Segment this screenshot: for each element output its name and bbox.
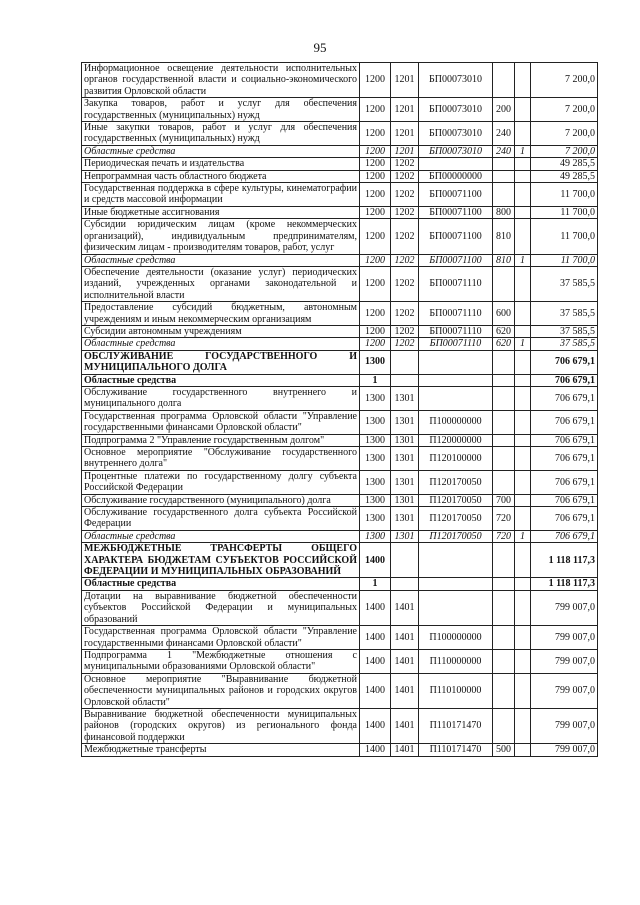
row-source-cell (515, 325, 531, 337)
row-expense-type-cell (493, 626, 515, 650)
row-target-code-cell: П110171470 (419, 708, 493, 743)
row-expense-type-cell: 810 (493, 219, 515, 254)
row-target-code-cell: БП00071110 (419, 266, 493, 301)
row-subsection-cell: 1401 (391, 744, 419, 756)
row-name-cell: Процентные платежи по государственному долгу субъекта Российской Федерации (82, 470, 360, 494)
table-row (82, 63, 598, 98)
table-row (82, 708, 598, 743)
row-expense-type-cell (493, 578, 515, 590)
row-subsection-cell: 1401 (391, 649, 419, 673)
row-section-cell: 1300 (360, 410, 391, 434)
row-amount-cell: 49 285,5 (531, 158, 598, 170)
row-expense-type-cell (493, 410, 515, 434)
row-source-cell (515, 350, 531, 374)
table-row (82, 590, 598, 625)
row-source-cell (515, 183, 531, 207)
row-source-cell (515, 494, 531, 506)
row-name-cell: Иные закупки товаров, работ и услуг для обеспечения государственных (муниципальных) нужд (82, 122, 360, 146)
row-amount-cell: 706 679,1 (531, 386, 598, 410)
row-target-code-cell: БП00073010 (419, 98, 493, 122)
row-amount-cell: 11 700,0 (531, 254, 598, 266)
row-source-cell: 1 (515, 254, 531, 266)
row-amount-cell: 706 679,1 (531, 410, 598, 434)
table-row (82, 158, 598, 170)
table-row (82, 543, 598, 578)
row-name-cell: Субсидии юридическим лицам (кроме некоммерческих организаций), индивидуальным предпринимателям, физическим лицам - производителям товаров, работ, услуг (82, 219, 360, 254)
row-section-cell: 1200 (360, 170, 391, 182)
row-section-cell: 1200 (360, 219, 391, 254)
row-source-cell (515, 219, 531, 254)
row-source-cell (515, 122, 531, 146)
row-amount-cell: 49 285,5 (531, 170, 598, 182)
row-section-cell: 1200 (360, 98, 391, 122)
row-subsection-cell: 1301 (391, 410, 419, 434)
table-row (82, 219, 598, 254)
row-name-cell: ОБСЛУЖИВАНИЕ ГОСУДАРСТВЕННОГО И МУНИЦИПАЛЬНОГО ДОЛГА (82, 350, 360, 374)
row-amount-cell: 37 585,5 (531, 302, 598, 326)
row-name-cell: Подпрограмма 1 "Межбюджетные отношения с муниципальными образованиями Орловской области" (82, 649, 360, 673)
row-name-cell: Межбюджетные трансферты (82, 744, 360, 756)
row-amount-cell: 799 007,0 (531, 673, 598, 708)
row-expense-type-cell: 500 (493, 744, 515, 756)
row-section-cell: 1300 (360, 434, 391, 446)
row-section-cell: 1200 (360, 254, 391, 266)
row-target-code-cell: П110171470 (419, 744, 493, 756)
row-amount-cell: 706 679,1 (531, 447, 598, 471)
row-target-code-cell: П100000000 (419, 410, 493, 434)
row-source-cell (515, 470, 531, 494)
row-target-code-cell: П120170050 (419, 494, 493, 506)
table-row (82, 338, 598, 350)
row-section-cell: 1200 (360, 158, 391, 170)
table-row (82, 447, 598, 471)
row-subsection-cell: 1202 (391, 338, 419, 350)
row-subsection-cell: 1301 (391, 386, 419, 410)
row-section-cell: 1 (360, 374, 391, 386)
row-name-cell: Обслуживание государственного (муниципального) долга (82, 494, 360, 506)
row-name-cell: Обслуживание государственного долга субъекта Российской Федерации (82, 507, 360, 531)
row-section-cell: 1200 (360, 325, 391, 337)
row-target-code-cell (419, 374, 493, 386)
row-amount-cell: 799 007,0 (531, 708, 598, 743)
row-name-cell: Иные бюджетные ассигнования (82, 206, 360, 218)
row-name-cell: Основное мероприятие "Обслуживание государственного внутреннего долга" (82, 447, 360, 471)
row-subsection-cell: 1202 (391, 302, 419, 326)
row-source-cell (515, 434, 531, 446)
row-expense-type-cell (493, 63, 515, 98)
table-row (82, 325, 598, 337)
row-amount-cell: 706 679,1 (531, 530, 598, 542)
row-target-code-cell: БП00071100 (419, 206, 493, 218)
row-expense-type-cell (493, 266, 515, 301)
row-amount-cell: 1 118 117,3 (531, 543, 598, 578)
row-target-code-cell: П120000000 (419, 434, 493, 446)
row-amount-cell: 7 200,0 (531, 98, 598, 122)
row-source-cell (515, 590, 531, 625)
row-subsection-cell: 1202 (391, 325, 419, 337)
row-subsection-cell (391, 374, 419, 386)
row-section-cell: 1300 (360, 507, 391, 531)
row-source-cell (515, 302, 531, 326)
row-expense-type-cell (493, 183, 515, 207)
table-row (82, 530, 598, 542)
row-target-code-cell: БП00000000 (419, 170, 493, 182)
row-section-cell: 1300 (360, 447, 391, 471)
row-target-code-cell (419, 590, 493, 625)
row-subsection-cell: 1201 (391, 98, 419, 122)
row-amount-cell: 706 679,1 (531, 434, 598, 446)
row-section-cell: 1400 (360, 673, 391, 708)
row-subsection-cell: 1301 (391, 494, 419, 506)
table-row (82, 470, 598, 494)
row-expense-type-cell: 620 (493, 325, 515, 337)
row-amount-cell: 799 007,0 (531, 649, 598, 673)
row-source-cell (515, 708, 531, 743)
row-subsection-cell: 1201 (391, 145, 419, 157)
row-name-cell: Областные средства (82, 578, 360, 590)
table-row (82, 302, 598, 326)
row-source-cell (515, 374, 531, 386)
row-target-code-cell: БП00071100 (419, 254, 493, 266)
row-amount-cell: 37 585,5 (531, 325, 598, 337)
row-expense-type-cell: 700 (493, 494, 515, 506)
row-subsection-cell: 1301 (391, 447, 419, 471)
row-target-code-cell: П110100000 (419, 673, 493, 708)
row-target-code-cell: БП00071110 (419, 338, 493, 350)
row-source-cell (515, 744, 531, 756)
row-expense-type-cell (493, 386, 515, 410)
page-number: 95 (313, 40, 327, 55)
row-source-cell (515, 170, 531, 182)
row-subsection-cell: 1202 (391, 206, 419, 218)
row-expense-type-cell (493, 447, 515, 471)
row-amount-cell: 1 118 117,3 (531, 578, 598, 590)
table-row (82, 266, 598, 301)
row-target-code-cell: БП00073010 (419, 122, 493, 146)
row-source-cell (515, 98, 531, 122)
row-amount-cell: 37 585,5 (531, 266, 598, 301)
row-section-cell: 1400 (360, 590, 391, 625)
row-expense-type-cell (493, 374, 515, 386)
row-target-code-cell: П120170050 (419, 507, 493, 531)
row-source-cell: 1 (515, 338, 531, 350)
row-subsection-cell: 1202 (391, 219, 419, 254)
row-section-cell: 1400 (360, 649, 391, 673)
row-name-cell: Основное мероприятие "Выравнивание бюджетной обеспеченности муниципальных районов и городских округов Орловской области" (82, 673, 360, 708)
row-name-cell: Обеспечение деятельности (оказание услуг) периодических изданий, учрежденных органами законодательной и исполнительной власти (82, 266, 360, 301)
row-target-code-cell: БП00071100 (419, 183, 493, 207)
row-target-code-cell: П120170050 (419, 470, 493, 494)
row-expense-type-cell (493, 673, 515, 708)
table-row (82, 170, 598, 182)
row-subsection-cell: 1301 (391, 434, 419, 446)
row-amount-cell: 7 200,0 (531, 63, 598, 98)
row-section-cell: 1400 (360, 626, 391, 650)
row-name-cell: Государственная программа Орловской области "Управление государственными финансами Орловской области" (82, 410, 360, 434)
row-source-cell (515, 543, 531, 578)
row-source-cell (515, 673, 531, 708)
table-row (82, 410, 598, 434)
row-expense-type-cell: 600 (493, 302, 515, 326)
row-section-cell: 1200 (360, 302, 391, 326)
row-name-cell: Непрограммная часть областного бюджета (82, 170, 360, 182)
row-section-cell: 1300 (360, 470, 391, 494)
row-target-code-cell: П120100000 (419, 447, 493, 471)
row-section-cell: 1200 (360, 63, 391, 98)
row-name-cell: МЕЖБЮДЖЕТНЫЕ ТРАНСФЕРТЫ ОБЩЕГО ХАРАКТЕРА БЮДЖЕТАМ СУБЪЕКТОВ РОССИЙСКОЙ ФЕДЕРАЦИИ И МУНИЦИПАЛЬНЫХ ОБРАЗОВАНИЙ (82, 543, 360, 578)
row-expense-type-cell (493, 158, 515, 170)
row-target-code-cell: БП00073010 (419, 63, 493, 98)
row-source-cell (515, 649, 531, 673)
row-name-cell: Государственная поддержка в сфере культуры, кинематографии и средств массовой информации (82, 183, 360, 207)
table-row (82, 386, 598, 410)
row-target-code-cell: БП00071110 (419, 302, 493, 326)
row-target-code-cell: П120170050 (419, 530, 493, 542)
table-row (82, 350, 598, 374)
table-row (82, 507, 598, 531)
row-expense-type-cell: 620 (493, 338, 515, 350)
row-section-cell: 1300 (360, 494, 391, 506)
row-section-cell: 1200 (360, 122, 391, 146)
table-row (82, 649, 598, 673)
table-row (82, 206, 598, 218)
row-subsection-cell: 1401 (391, 626, 419, 650)
row-name-cell: Областные средства (82, 145, 360, 157)
row-source-cell: 1 (515, 145, 531, 157)
row-expense-type-cell (493, 649, 515, 673)
row-source-cell (515, 158, 531, 170)
row-target-code-cell (419, 350, 493, 374)
row-amount-cell: 706 679,1 (531, 350, 598, 374)
row-amount-cell: 11 700,0 (531, 206, 598, 218)
row-source-cell: 1 (515, 530, 531, 542)
row-amount-cell: 799 007,0 (531, 744, 598, 756)
row-subsection-cell (391, 543, 419, 578)
row-amount-cell: 706 679,1 (531, 494, 598, 506)
row-section-cell: 1400 (360, 543, 391, 578)
row-amount-cell: 11 700,0 (531, 183, 598, 207)
row-subsection-cell (391, 350, 419, 374)
row-subsection-cell: 1202 (391, 254, 419, 266)
row-section-cell: 1 (360, 578, 391, 590)
row-subsection-cell: 1202 (391, 170, 419, 182)
row-subsection-cell: 1202 (391, 266, 419, 301)
row-amount-cell: 799 007,0 (531, 590, 598, 625)
row-source-cell (515, 206, 531, 218)
row-source-cell (515, 578, 531, 590)
row-name-cell: Закупка товаров, работ и услуг для обеспечения государственных (муниципальных) нужд (82, 98, 360, 122)
table-row (82, 122, 598, 146)
row-name-cell: Областные средства (82, 374, 360, 386)
table-row (82, 374, 598, 386)
row-section-cell: 1300 (360, 530, 391, 542)
row-name-cell: Обслуживание государственного внутреннего и муниципального долга (82, 386, 360, 410)
row-name-cell: Субсидии автономным учреждениям (82, 325, 360, 337)
row-expense-type-cell: 240 (493, 122, 515, 146)
row-source-cell (515, 386, 531, 410)
table-row (82, 744, 598, 756)
row-name-cell: Предоставление субсидий бюджетным, автономным учреждениям и иным некоммерческим организациям (82, 302, 360, 326)
row-expense-type-cell: 200 (493, 98, 515, 122)
row-source-cell (515, 626, 531, 650)
row-expense-type-cell: 720 (493, 507, 515, 531)
row-subsection-cell: 1401 (391, 708, 419, 743)
row-subsection-cell: 1401 (391, 590, 419, 625)
row-expense-type-cell (493, 590, 515, 625)
row-expense-type-cell (493, 543, 515, 578)
row-expense-type-cell (493, 170, 515, 182)
row-section-cell: 1300 (360, 386, 391, 410)
row-name-cell: Областные средства (82, 338, 360, 350)
row-name-cell: Информационное освещение деятельности исполнительных органов государственной власти и социально-экономического развития Орловской области (82, 63, 360, 98)
row-name-cell: Выравнивание бюджетной обеспеченности муниципальных районов (городских округов) из регионального фонда финансовой поддержки (82, 708, 360, 743)
row-expense-type-cell (493, 708, 515, 743)
table-row (82, 673, 598, 708)
row-subsection-cell: 1301 (391, 470, 419, 494)
row-name-cell: Подпрограмма 2 "Управление государственным долгом" (82, 434, 360, 446)
row-expense-type-cell: 800 (493, 206, 515, 218)
row-amount-cell: 706 679,1 (531, 374, 598, 386)
table-row (82, 145, 598, 157)
row-name-cell: Областные средства (82, 530, 360, 542)
row-target-code-cell: БП00071110 (419, 325, 493, 337)
row-target-code-cell (419, 578, 493, 590)
row-target-code-cell: П110000000 (419, 649, 493, 673)
budget-table (81, 62, 598, 757)
row-subsection-cell: 1201 (391, 122, 419, 146)
row-expense-type-cell (493, 470, 515, 494)
row-source-cell (515, 63, 531, 98)
row-source-cell (515, 447, 531, 471)
row-name-cell: Периодическая печать и издательства (82, 158, 360, 170)
row-target-code-cell (419, 543, 493, 578)
table-row (82, 98, 598, 122)
table-row (82, 434, 598, 446)
row-expense-type-cell: 810 (493, 254, 515, 266)
row-section-cell: 1400 (360, 708, 391, 743)
row-section-cell: 1400 (360, 744, 391, 756)
row-subsection-cell: 1202 (391, 183, 419, 207)
row-subsection-cell: 1301 (391, 530, 419, 542)
row-expense-type-cell: 240 (493, 145, 515, 157)
row-target-code-cell: П100000000 (419, 626, 493, 650)
row-source-cell (515, 507, 531, 531)
row-expense-type-cell (493, 434, 515, 446)
row-section-cell: 1200 (360, 145, 391, 157)
table-row (82, 183, 598, 207)
row-target-code-cell: БП00071100 (419, 219, 493, 254)
row-amount-cell: 11 700,0 (531, 219, 598, 254)
row-subsection-cell: 1301 (391, 507, 419, 531)
table-row (82, 578, 598, 590)
row-amount-cell: 706 679,1 (531, 507, 598, 531)
row-amount-cell: 7 200,0 (531, 122, 598, 146)
row-expense-type-cell (493, 350, 515, 374)
row-target-code-cell: БП00073010 (419, 145, 493, 157)
row-subsection-cell (391, 578, 419, 590)
row-amount-cell: 799 007,0 (531, 626, 598, 650)
row-source-cell (515, 266, 531, 301)
table-row (82, 254, 598, 266)
table-row (82, 626, 598, 650)
row-subsection-cell: 1401 (391, 673, 419, 708)
row-target-code-cell (419, 158, 493, 170)
row-name-cell: Дотации на выравнивание бюджетной обеспеченности субъектов Российской Федерации и муниципальных образований (82, 590, 360, 625)
row-section-cell: 1300 (360, 350, 391, 374)
budget-table-body (82, 63, 598, 757)
row-name-cell: Областные средства (82, 254, 360, 266)
table-row (82, 494, 598, 506)
row-amount-cell: 706 679,1 (531, 470, 598, 494)
row-amount-cell: 37 585,5 (531, 338, 598, 350)
row-section-cell: 1200 (360, 338, 391, 350)
row-name-cell: Государственная программа Орловской области "Управление государственными финансами Орловской области" (82, 626, 360, 650)
row-section-cell: 1200 (360, 183, 391, 207)
row-target-code-cell (419, 386, 493, 410)
row-section-cell: 1200 (360, 266, 391, 301)
row-section-cell: 1200 (360, 206, 391, 218)
row-expense-type-cell: 720 (493, 530, 515, 542)
row-source-cell (515, 410, 531, 434)
row-amount-cell: 7 200,0 (531, 145, 598, 157)
row-subsection-cell: 1202 (391, 158, 419, 170)
row-subsection-cell: 1201 (391, 63, 419, 98)
